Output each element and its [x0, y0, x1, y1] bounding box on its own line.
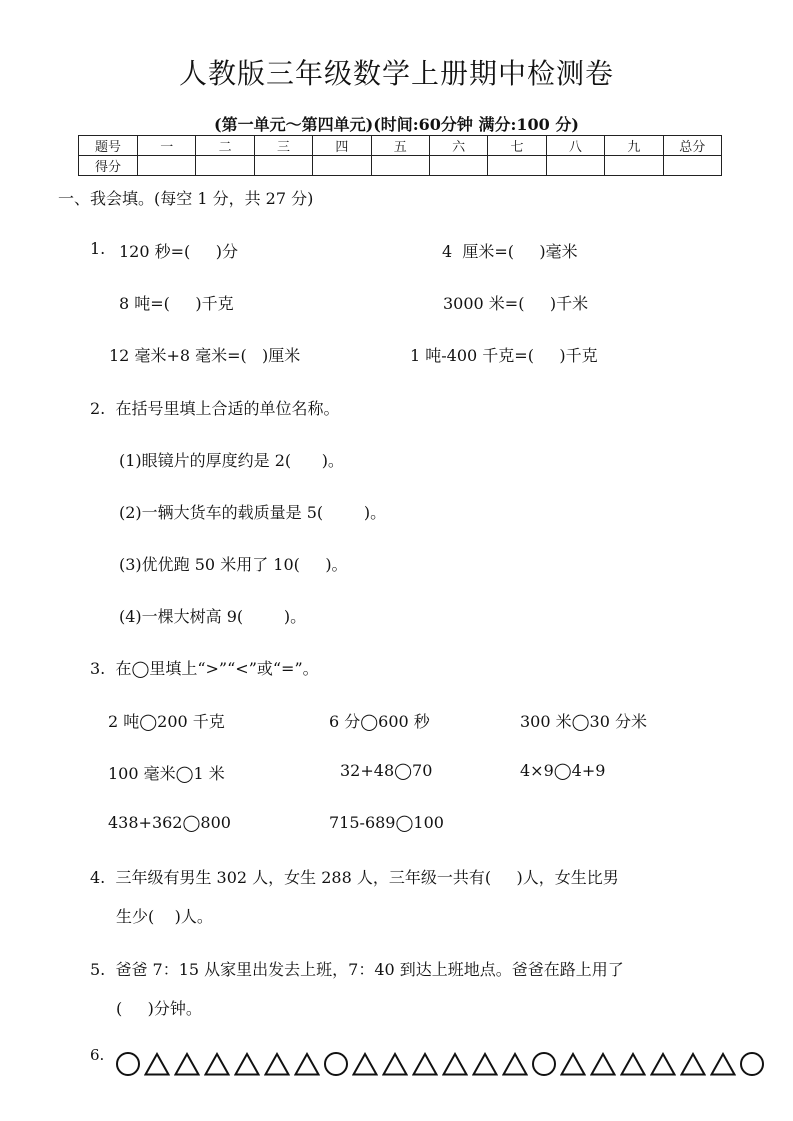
score-header-cell: 六	[429, 136, 487, 156]
q1-item-d: 3000 米=( )千米	[443, 294, 589, 313]
score-cell[interactable]	[196, 156, 254, 176]
q3-compare-item: 6 分◯600 秒	[329, 712, 430, 731]
q3-compare-item: 100 毫米◯1 米	[108, 764, 225, 783]
q1-item-f: 1 吨-400 千克=( )千克	[410, 346, 598, 365]
q3-compare-item: 4×9◯4+9	[520, 761, 606, 780]
score-header-cell: 五	[371, 136, 429, 156]
triangle-shape	[382, 1052, 408, 1076]
score-cell[interactable]	[254, 156, 312, 176]
score-header-cell: 八	[546, 136, 604, 156]
triangle-shape	[710, 1052, 736, 1076]
q3-text: 3. 在◯里填上“>”“<”或“=”。	[90, 659, 319, 678]
triangle-shape	[442, 1052, 468, 1076]
q3-compare-item: 2 吨◯200 千克	[108, 712, 225, 731]
page-subtitle: (第一单元～第四单元)(时间:60分钟 满分:100 分)	[214, 115, 579, 134]
q2-part-1: (1)眼镜片的厚度约是 2( )。	[119, 451, 344, 470]
score-cell[interactable]	[663, 156, 721, 176]
score-header-cell: 二	[196, 136, 254, 156]
triangle-shape	[352, 1052, 378, 1076]
score-header-cell: 总分	[663, 136, 721, 156]
q1-number: 1.	[90, 239, 106, 258]
triangle-shape	[294, 1052, 320, 1076]
score-header-cell: 四	[313, 136, 371, 156]
score-cell[interactable]	[429, 156, 487, 176]
triangle-shape	[412, 1052, 438, 1076]
section-heading: 一、我会填。(每空 1 分，共 27 分)	[58, 189, 314, 208]
triangle-shape	[144, 1052, 170, 1076]
q6-shape-sequence	[116, 1052, 764, 1076]
circle-shape	[324, 1052, 348, 1076]
q1-item-b: 4 厘米=( )毫米	[442, 242, 578, 261]
q2-part-2: (2)一辆大货车的载质量是 5( )。	[119, 503, 387, 522]
score-header-cell: 题号	[79, 136, 138, 156]
score-header-cell: 九	[605, 136, 663, 156]
triangle-shape	[620, 1052, 646, 1076]
q1-item-e: 12 毫米+8 毫米=( )厘米	[109, 346, 301, 365]
score-cell[interactable]	[605, 156, 663, 176]
score-table-header-row	[79, 136, 722, 156]
q3-compare-item: 715-689◯100	[329, 813, 444, 832]
triangle-shape	[174, 1052, 200, 1076]
score-cell[interactable]	[371, 156, 429, 176]
circle-shape	[740, 1052, 764, 1076]
triangle-shape	[560, 1052, 586, 1076]
q5-line-2: ( )分钟。	[116, 999, 202, 1018]
q6-number: 6.	[90, 1046, 105, 1064]
q3-compare-item: 300 米◯30 分米	[520, 712, 647, 731]
triangle-shape	[650, 1052, 676, 1076]
score-header-cell: 三	[254, 136, 312, 156]
triangle-shape	[590, 1052, 616, 1076]
score-table	[78, 135, 722, 176]
q4-line-1: 4. 三年级有男生 302 人，女生 288 人，三年级一共有( )人，女生比男	[90, 868, 619, 887]
triangle-shape	[264, 1052, 290, 1076]
score-cell[interactable]	[488, 156, 546, 176]
triangle-shape	[680, 1052, 706, 1076]
circle-shape	[116, 1052, 140, 1076]
score-cell[interactable]	[546, 156, 604, 176]
score-table-score-row	[79, 156, 722, 176]
triangle-shape	[502, 1052, 528, 1076]
score-header-cell: 七	[488, 136, 546, 156]
q2-part-4: (4)一棵大树高 9( )。	[119, 607, 307, 626]
triangle-shape	[204, 1052, 230, 1076]
q3-compare-item: 32+48◯70	[340, 761, 433, 780]
q2-part-3: (3)优优跑 50 米用了 10( )。	[119, 555, 348, 574]
score-cell[interactable]	[313, 156, 371, 176]
score-cell[interactable]	[138, 156, 196, 176]
page-title: 人教版三年级数学上册期中检测卷	[178, 57, 614, 90]
q3-compare-item: 438+362◯800	[108, 813, 231, 832]
triangle-shape	[472, 1052, 498, 1076]
q4-line-2: 生少( )人。	[116, 907, 213, 926]
q2-text: 2. 在括号里填上合适的单位名称。	[90, 399, 340, 418]
score-row-label: 得分	[79, 156, 138, 176]
q1-item-a: 120 秒=( )分	[119, 242, 238, 261]
circle-shape	[532, 1052, 556, 1076]
q1-item-c: 8 吨=( )千克	[119, 294, 234, 313]
triangle-shape	[234, 1052, 260, 1076]
q5-line-1: 5. 爸爸 7：15 从家里出发去上班，7：40 到达上班地点。爸爸在路上用了	[90, 960, 624, 979]
score-header-cell: 一	[138, 136, 196, 156]
